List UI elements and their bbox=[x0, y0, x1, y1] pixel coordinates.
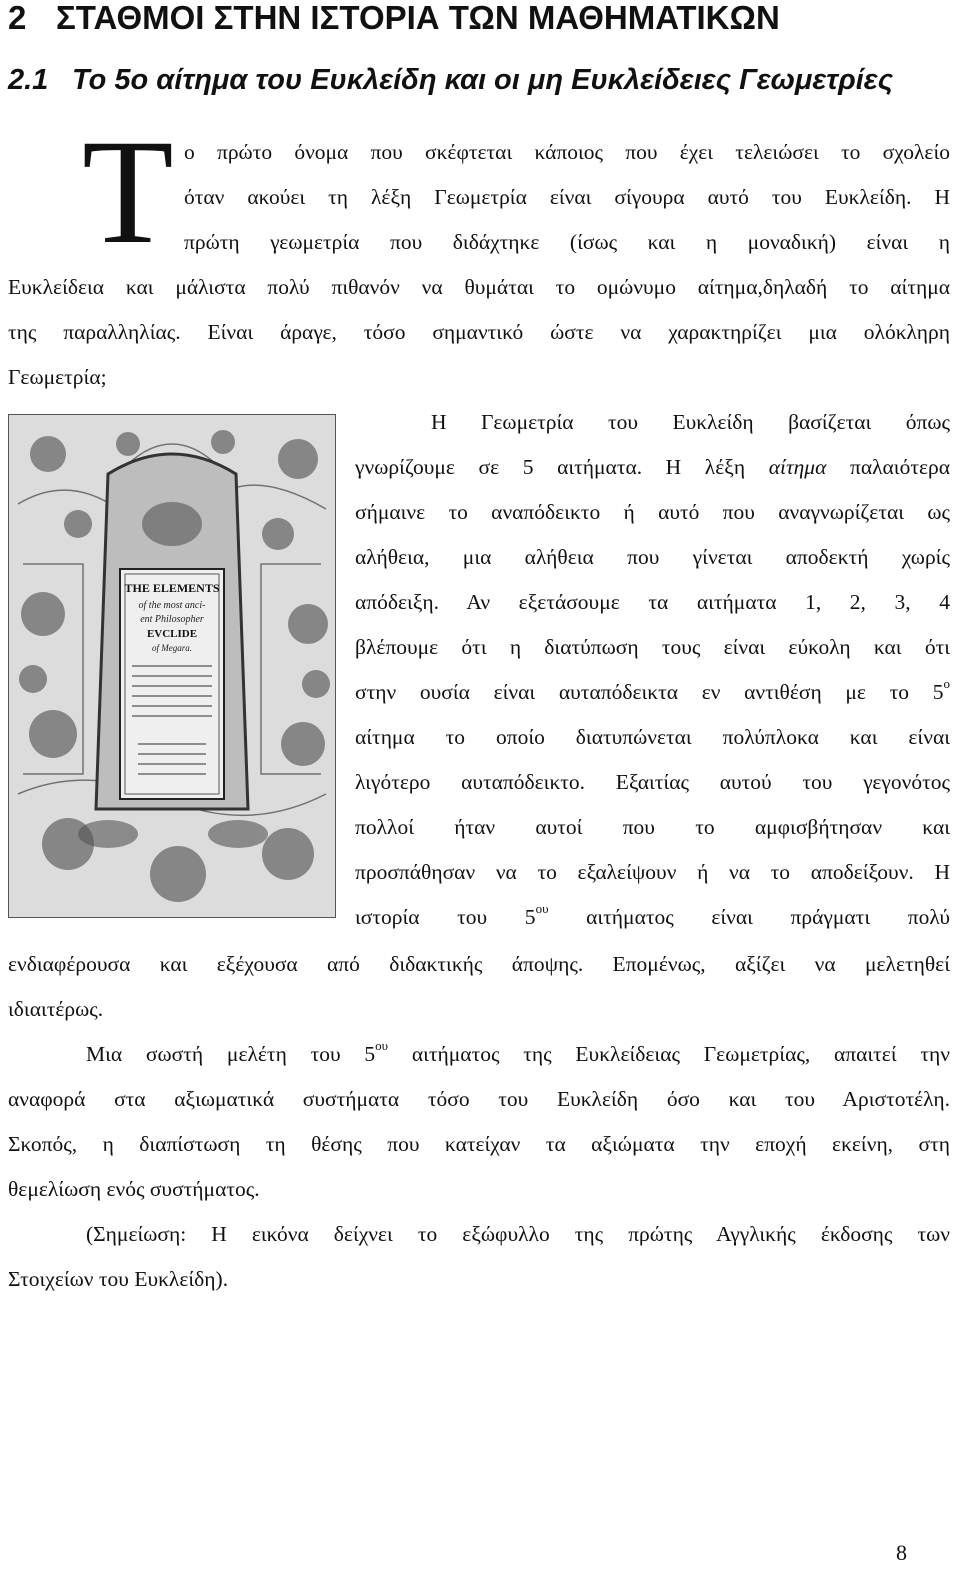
text-line: προσπάθησαν να το εξαλείψουν ή να το αποδείξουν. Η bbox=[355, 860, 950, 884]
superscript: ο bbox=[943, 676, 950, 691]
text-span: ιστορία του 5 bbox=[355, 905, 536, 929]
body-paragraph-full bbox=[8, 942, 950, 1032]
text-line: Ευκλείδεια και μάλιστα πολύ πιθανόν να θυμάται το ομώνυμο αίτημα,δηλαδή το αίτημα bbox=[8, 275, 950, 299]
text-line: πολλοί ήταν αυτοί που το αμφισβήτησαν και bbox=[355, 815, 950, 839]
text-span: αιτήματος της Ευκλείδειας Γεωμετρίας, απαιτεί την bbox=[388, 1042, 950, 1066]
intro-paragraph-top bbox=[184, 130, 950, 265]
section-number: 2.1 bbox=[8, 64, 49, 96]
chapter-heading bbox=[8, 0, 780, 36]
text-span: στην ουσία είναι αυταπόδεικτα εν αντιθέση με το 5 bbox=[355, 680, 944, 704]
text-line: θεμελίωση ενός συστήματος. bbox=[8, 1177, 260, 1201]
text-line: της παραλληλίας. Είναι άραγε, τόσο σημαντικό ώστε να χαρακτηρίζει μια ολόκληρη bbox=[8, 320, 950, 344]
text-span: παλαιότερα bbox=[826, 455, 950, 479]
text-line bbox=[355, 895, 950, 940]
section-heading bbox=[8, 62, 893, 98]
page-number: 8 bbox=[896, 1540, 907, 1565]
euclid-elements-cover-image bbox=[8, 414, 336, 918]
text-span: γνωρίζουμε σε 5 αιτήματα. Η λέξη bbox=[355, 455, 769, 479]
cover-title-line-4: EVCLIDE bbox=[146, 628, 198, 640]
cover-title-line-1: THE ELEMENTS bbox=[124, 581, 220, 595]
text-line: αλήθεια, μια αλήθεια που γίνεται αποδεκτή χωρίς bbox=[355, 545, 950, 569]
intro-paragraph-bottom bbox=[8, 265, 950, 400]
cover-title-line-3: ent Philosopher bbox=[140, 614, 204, 625]
text-line bbox=[355, 445, 950, 490]
text-line: ιδιαιτέρως. bbox=[8, 997, 104, 1021]
text-line: (Σημείωση: Η εικόνα δείχνει το εξώφυλλο της πρώτης Αγγλικής έκδοσης των bbox=[86, 1222, 950, 1246]
text-line: σήμαινε το αναπόδεικτο ή αυτό που αναγνωρίζεται ως bbox=[355, 500, 950, 524]
paragraph-axiomatic-systems bbox=[8, 1032, 950, 1212]
drop-cap: Τ bbox=[82, 109, 174, 275]
text-line: όταν ακούει τη λέξη Γεωμετρία είναι σίγουρα αυτό του Ευκλείδη. Η bbox=[184, 185, 950, 209]
text-line bbox=[355, 670, 950, 715]
text-line: βλέπουμε ότι η διατύπωση τους είναι εύκολη και ότι bbox=[355, 635, 950, 659]
text-line: απόδειξη. Αν εξετάσουμε τα αιτήματα 1, 2, 3, 4 bbox=[355, 590, 950, 614]
note-paragraph bbox=[8, 1212, 950, 1302]
text-line: λιγότερο αυταπόδεικτο. Εξαιτίας αυτού του γεγονότος bbox=[355, 770, 950, 794]
section-title: Το 5ο αίτημα του Ευκλείδη και οι μη Ευκλείδειες Γεωμετρίες bbox=[72, 64, 894, 96]
cover-title-line-2: of the most anci- bbox=[138, 600, 206, 611]
text-line: Η Γεωμετρία του Ευκλείδη βασίζεται όπως bbox=[431, 410, 950, 434]
text-line: Γεωμετρία; bbox=[8, 365, 107, 389]
text-line: πρώτη γεωμετρία που διδάχτηκε (ίσως και η μοναδική) είναι η bbox=[184, 230, 950, 254]
text-line: Στοιχείων του Ευκλείδη). bbox=[8, 1267, 229, 1291]
superscript: ου bbox=[535, 901, 549, 916]
text-line: ο πρώτο όνομα που σκέφτεται κάποιος που έχει τελειώσει το σχολείο bbox=[184, 140, 950, 164]
emphasis-word: αίτημα bbox=[768, 455, 827, 479]
cover-illustration bbox=[8, 414, 336, 918]
text-line: ενδιαφέρουσα και εξέχουσα από διδακτικής άποψης. Επομένως, αξίζει να μελετηθεί bbox=[8, 952, 950, 976]
body-paragraph-wrapped bbox=[355, 400, 950, 940]
text-span: Μια σωστή μελέτη του 5 bbox=[86, 1042, 376, 1066]
chapter-title: ΣΤΑΘΜΟΙ ΣΤΗΝ ΙΣΤΟΡΙΑ ΤΩΝ ΜΑΘΗΜΑΤΙΚΩΝ bbox=[56, 0, 780, 36]
text-line: Σκοπός, η διαπίστωση τη θέσης που κατείχαν τα αξιώματα την εποχή εκείνη, στη bbox=[8, 1132, 950, 1156]
cover-title-line-5: of Megara. bbox=[152, 643, 192, 653]
chapter-number: 2 bbox=[8, 0, 27, 36]
text-line: αίτημα το οποίο διατυπώνεται πολύπλοκα και είναι bbox=[355, 725, 950, 749]
text-span: αιτήματος είναι πράγματι πολύ bbox=[548, 905, 950, 929]
superscript: ου bbox=[375, 1038, 389, 1053]
text-line: αναφορά στα αξιωματικά συστήματα τόσο του Ευκλείδη όσο και του Αριστοτέλη. bbox=[8, 1087, 950, 1111]
text-line bbox=[8, 1032, 950, 1077]
